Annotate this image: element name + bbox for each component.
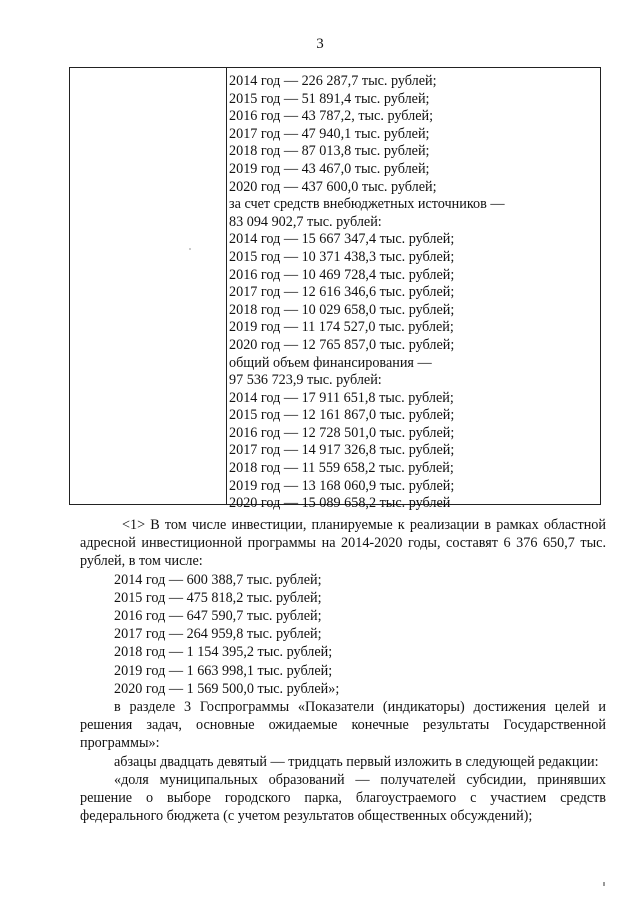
table-line: 2019 год — 11 174 527,0 тыс. рублей;	[229, 319, 454, 336]
table-line: 2015 год — 51 891,4 тыс. рублей;	[229, 90, 430, 107]
table-column-divider	[226, 68, 227, 504]
table-line: 2018 год — 11 559 658,2 тыс. рублей;	[229, 460, 454, 477]
table-line: 2016 год — 10 469 728,4 тыс. рублей;	[229, 266, 455, 283]
table-right-cell	[229, 73, 596, 513]
quoted-paragraph: «доля муниципальных образований — получателей субсидии, принявших решение о выборе городского парка, благоустраемого с участием средств федерального бюджета (с учетом результатов общественных обсуждений);	[80, 771, 606, 825]
table-line: 2019 год — 43 467,0 тыс. рублей;	[229, 160, 430, 177]
table-line: 2020 год — 15 089 658,2 тыс. рублей	[229, 495, 451, 512]
page-number: 3	[316, 36, 324, 52]
table-line: 2017 год — 14 917 326,8 тыс. рублей;	[229, 442, 455, 459]
table-line: 2015 год — 12 161 867,0 тыс. рублей;	[229, 407, 455, 424]
table-line: 2014 год — 17 911 651,8 тыс. рублей;	[229, 389, 454, 406]
footnote-year-line: 2017 год — 264 959,8 тыс. рублей;	[114, 626, 322, 643]
table-line: 2016 год — 12 728 501,0 тыс. рублей;	[229, 424, 455, 441]
table-line: 2014 год — 15 667 347,4 тыс. рублей;	[229, 231, 455, 248]
footnote-intro: <1> В том числе инвестиции, планируемые к реализации в рамках областной адресной инвестиционной программы на 2014-2020 годы, составят 6 376 650,7 тыс. рублей, в том числе:	[80, 517, 606, 570]
table-line: 2017 год — 12 616 346,6 тыс. рублей;	[229, 284, 455, 301]
table-line: 2017 год — 47 940,1 тыс. рублей;	[229, 125, 430, 142]
footnote-year-list	[80, 571, 606, 698]
table-line: общий объем финансирования —	[229, 354, 432, 371]
table-line: 2015 год — 10 371 438,3 тыс. рублей;	[229, 248, 455, 265]
instruction-paragraph: абзацы двадцать девятый — тридцать первый изложить в следующей редакции:	[114, 753, 599, 770]
scan-dot-mark	[189, 248, 191, 250]
table-line: 2020 год — 12 765 857,0 тыс. рублей;	[229, 336, 455, 353]
scan-corner-mark	[603, 882, 605, 886]
table-line: 2020 год — 437 600,0 тыс. рублей;	[229, 178, 437, 195]
footnote-year-line: 2020 год — 1 569 500,0 тыс. рублей»;	[114, 680, 340, 697]
footnote-year-line: 2015 год — 475 818,2 тыс. рублей;	[114, 589, 322, 606]
section-reference-paragraph: в разделе 3 Госпрограммы «Показатели (индикаторы) достижения целей и решения задач, основные ожидаемые конечные результаты Государственной программы»:	[80, 699, 606, 752]
footnote-year-line: 2014 год — 600 388,7 тыс. рублей;	[114, 571, 322, 588]
table-line: 2018 год — 87 013,8 тыс. рублей;	[229, 143, 430, 160]
table-line: 83 094 902,7 тыс. рублей:	[229, 213, 382, 230]
table-line: за счет средств внебюджетных источников —	[229, 196, 505, 213]
table-line: 97 536 723,9 тыс. рублей:	[229, 372, 382, 389]
table-line: 2016 год — 43 787,2, тыс. рублей;	[229, 108, 434, 125]
table-left-cell	[70, 68, 226, 504]
footnote-year-line: 2019 год — 1 663 998,1 тыс. рублей;	[114, 662, 333, 679]
table-line: 2019 год — 13 168 060,9 тыс. рублей;	[229, 477, 455, 494]
funding-table	[69, 67, 601, 512]
footnote-year-line: 2016 год — 647 590,7 тыс. рублей;	[114, 608, 322, 625]
table-line: 2018 год — 10 029 658,0 тыс. рублей;	[229, 301, 455, 318]
footnote-year-line: 2018 год — 1 154 395,2 тыс. рублей;	[114, 644, 333, 661]
table-line: 2014 год — 226 287,7 тыс. рублей;	[229, 73, 437, 89]
document-body	[80, 516, 606, 825]
